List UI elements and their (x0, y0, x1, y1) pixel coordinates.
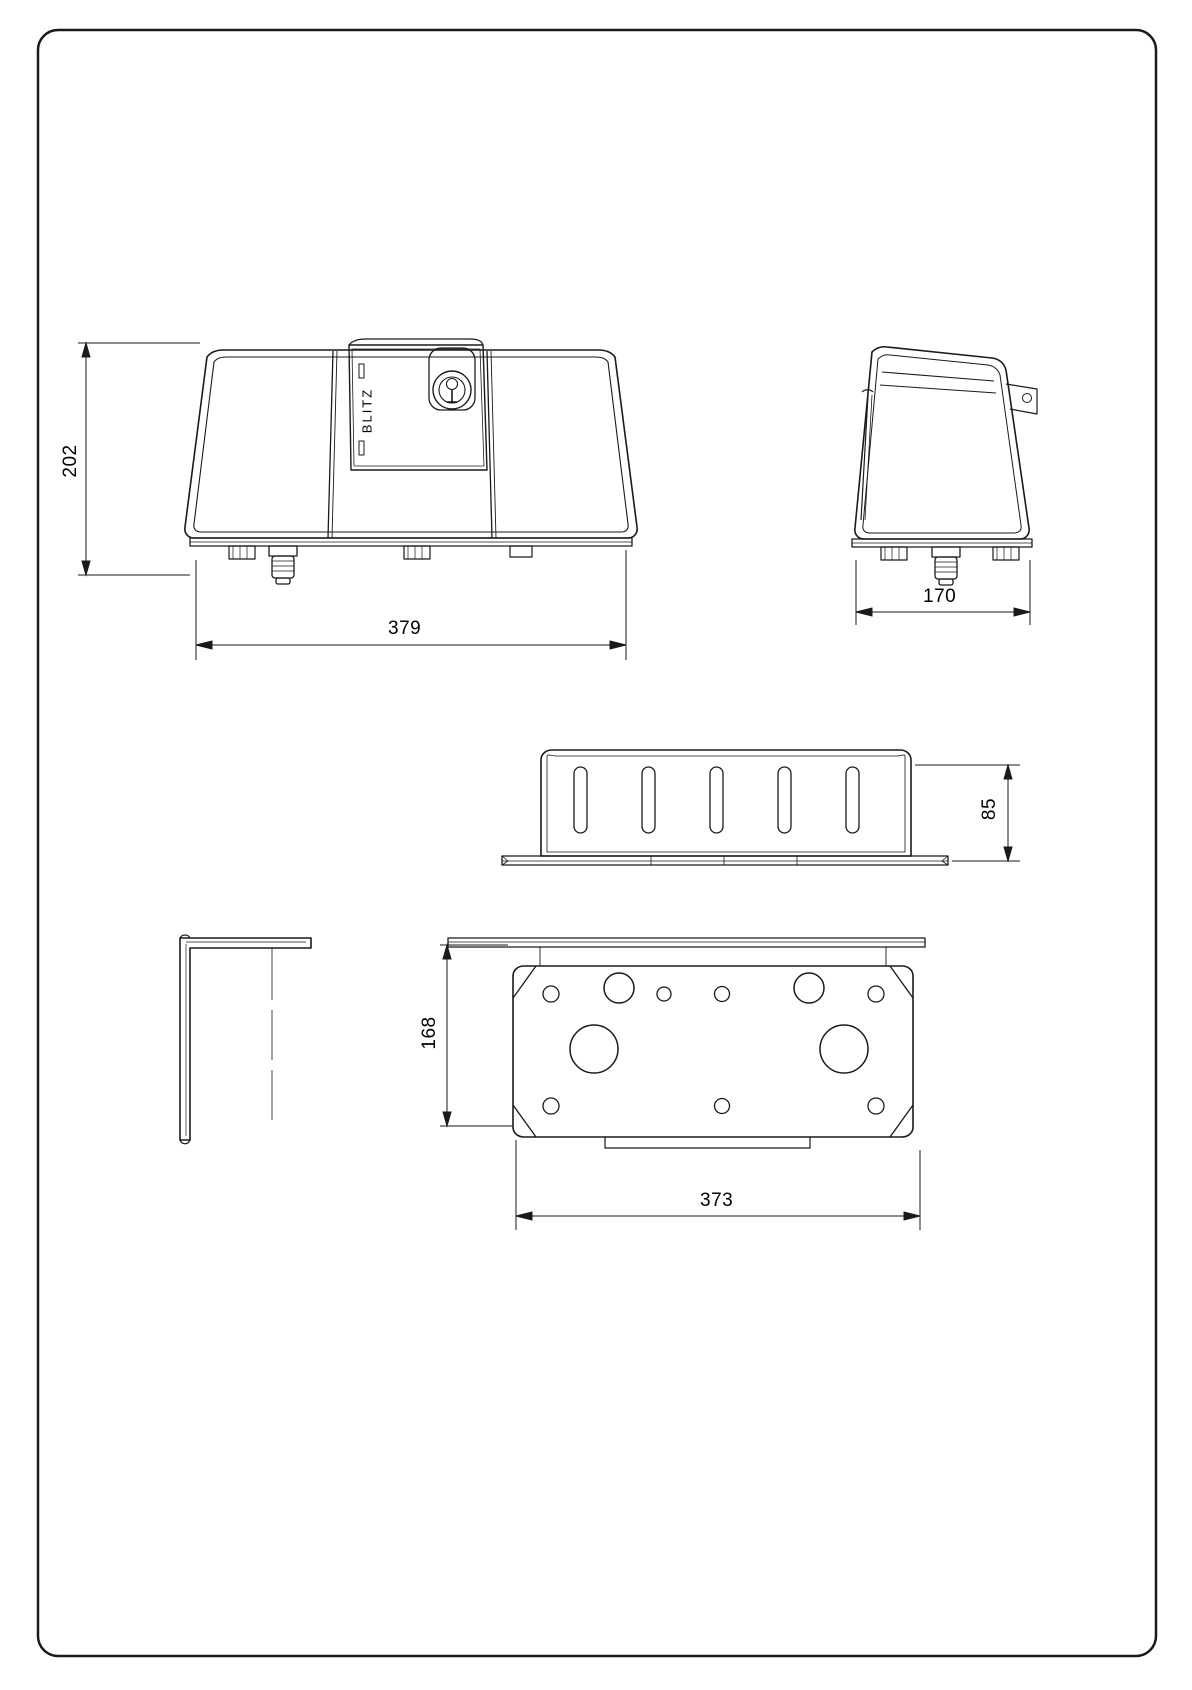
dim-plate-height-label: 168 (419, 1016, 440, 1050)
dim-plate-height (440, 945, 513, 1126)
dim-bracket-height (915, 765, 1020, 861)
dim-front-height-label: 202 (60, 444, 81, 478)
bracket-side-view (180, 935, 311, 1144)
side-view (852, 347, 1037, 585)
base-plate-top-view (448, 938, 925, 1148)
dim-front-width (196, 550, 626, 660)
sheet-border (38, 30, 1156, 1656)
dim-plate-width (516, 1140, 920, 1230)
front-view (185, 339, 637, 584)
brand-label: BLITZ (359, 387, 375, 434)
dim-front-height (78, 343, 200, 575)
dim-side-width-label: 170 (923, 586, 957, 607)
dim-plate-width-label: 373 (700, 1190, 734, 1211)
dim-bracket-height-label: 85 (979, 797, 1000, 821)
bracket-front-view (502, 750, 948, 865)
dim-front-width-label: 379 (388, 618, 422, 639)
